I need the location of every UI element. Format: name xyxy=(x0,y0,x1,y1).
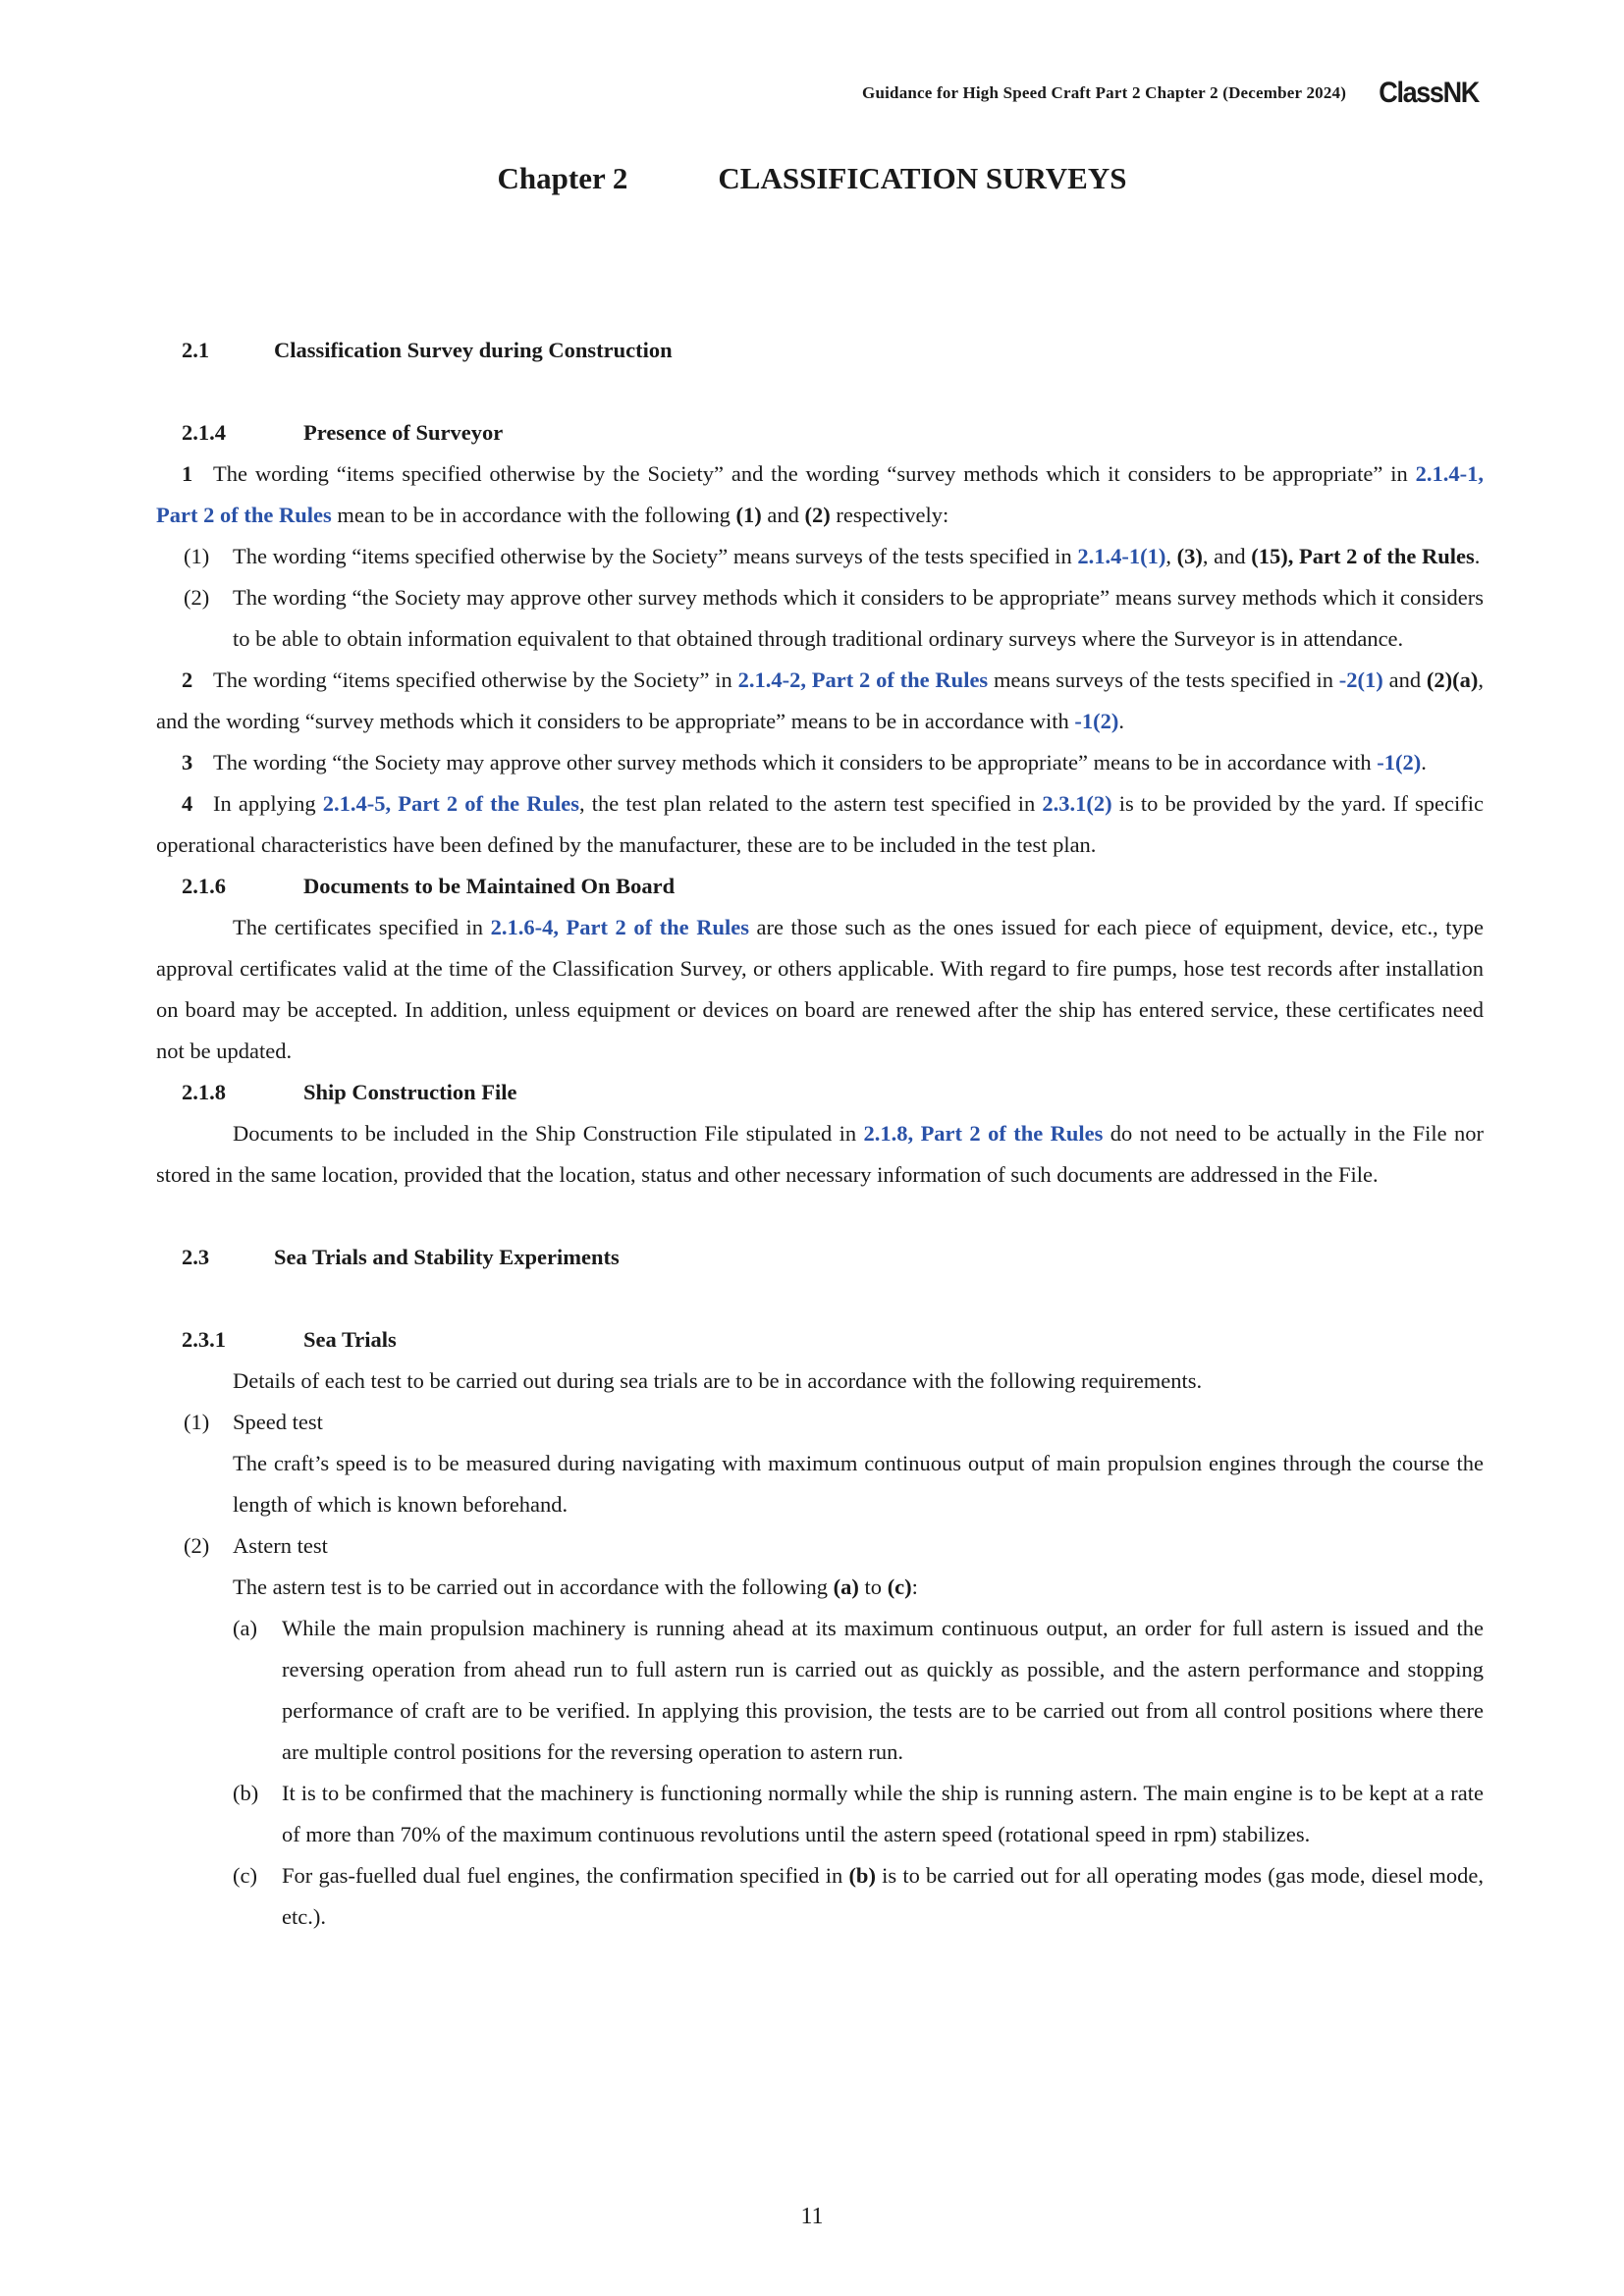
bold-ref: (1) xyxy=(735,503,762,527)
paragraph-number: 4 xyxy=(182,791,193,816)
paragraph-4 xyxy=(156,783,1484,866)
sub-item-a xyxy=(156,1608,1484,1773)
paragraph-2 xyxy=(156,660,1484,742)
bold-ref: (2)(a) xyxy=(1426,667,1479,692)
sub-item-b xyxy=(156,1773,1484,1855)
section-title: Sea Trials xyxy=(303,1327,397,1352)
running-header: Guidance for High Speed Craft Part 2 Chapter 2 (December 2024) xyxy=(862,83,1347,102)
text: is to be provided by the yard. If specific operational characteristics have been defined by the manufacturer, these are to be included in the test plan. xyxy=(156,791,1484,857)
list-item-1 xyxy=(156,536,1484,577)
text: While the main propulsion machinery is running ahead at its maximum continuous output, an order for full astern is issued and the reversing operation from ahead run to full astern run is carried out as quickly as possible, and the astern performance and stopping performance of craft are to be verified. In applying this provision, the tests are to be carried out from all control positions where there are multiple control positions for the reversing operation to astern run. xyxy=(282,1616,1484,1764)
text: The certificates specified in xyxy=(233,915,491,939)
section-number: 2.3.1 xyxy=(182,1327,226,1352)
text: : xyxy=(911,1575,918,1599)
bold-ref: (15), Part 2 of the Rules xyxy=(1251,544,1475,568)
text: , the test plan related to the astern test specified in xyxy=(578,791,1043,816)
text: . xyxy=(1421,750,1427,774)
item-label: (a) xyxy=(233,1616,257,1640)
text: . xyxy=(1118,709,1124,733)
section-number: 2.1.4 xyxy=(182,420,226,445)
text: The wording “items specified otherwise by the Society” and the wording “survey methods which it considers to be appropriate” in xyxy=(213,461,1416,486)
text: The wording “the Society may approve other survey methods which it considers to be appropriate” means to be in accordance with xyxy=(213,750,1378,774)
speed-test-body: The craft’s speed is to be measured during navigating with maximum continuous output of main propulsion engines through the course the length of which is known beforehand. xyxy=(233,1451,1484,1517)
sub-item-c xyxy=(156,1855,1484,1938)
bold-ref: (3) xyxy=(1176,544,1203,568)
rule-reference-link[interactable]: 2.1.4-1, Part 2 of the Rules xyxy=(156,461,1484,527)
section-title: Ship Construction File xyxy=(303,1080,517,1104)
rule-reference-link[interactable]: 2.1.6-4, Part 2 of the Rules xyxy=(490,915,749,939)
paragraph-2-1-8 xyxy=(156,1113,1484,1196)
section-heading-2-1-4 xyxy=(156,412,1484,454)
text: do not need to be actually in the File nor stored in the same location, provided that the location, status and other necessary information of such documents are addressed in the File. xyxy=(156,1121,1484,1187)
section-title: Classification Survey during Construction xyxy=(274,338,673,362)
text: . xyxy=(1474,544,1481,568)
section-number: 2.1 xyxy=(182,338,210,362)
list-item-astern-test xyxy=(156,1525,1484,1567)
astern-test-intro xyxy=(156,1567,1484,1608)
section-heading-2-3 xyxy=(156,1237,1484,1278)
chapter-title xyxy=(0,161,1624,196)
section-number: 2.1.8 xyxy=(182,1080,226,1104)
paragraph-number: 1 xyxy=(182,461,193,486)
text: The wording “items specified otherwise by the Society” means surveys of the tests specified in xyxy=(233,544,1078,568)
rule-reference-link[interactable]: 2.1.4-2, Part 2 of the Rules xyxy=(737,667,989,692)
text: In applying xyxy=(213,791,323,816)
paragraph-1 xyxy=(156,454,1484,536)
text: The wording “the Society may approve other survey methods which it considers to be appropriate” means survey methods which it considers to be able to obtain information equivalent to that obtained through traditional ordinary surveys where the Surveyor is in attendance. xyxy=(233,585,1484,651)
page-content xyxy=(156,330,1484,1938)
text: For gas-fuelled dual fuel engines, the confirmation specified in xyxy=(282,1863,849,1888)
text: are those such as the ones issued for each piece of equipment, device, etc., type approval certificates valid at the time of the Classification Survey, or others applicable. With regard to fire pumps, hose test records after installation on board may be accepted. In addition, unless equipment or devices on board are renewed after the ship has entered service, these certificates need not be updated. xyxy=(156,915,1484,1063)
text: It is to be confirmed that the machinery is functioning normally while the ship is running astern. The main engine is to be kept at a rate of more than 70% of the maximum continuous revolutions until the astern speed (rotational speed in rpm) stabilizes. xyxy=(282,1781,1484,1846)
section-number: 2.3 xyxy=(182,1245,210,1269)
text: and xyxy=(1382,667,1427,692)
rule-reference-link[interactable]: 2.1.8, Part 2 of the Rules xyxy=(863,1121,1104,1146)
paragraph-number: 3 xyxy=(182,750,193,774)
item-label: (b) xyxy=(233,1781,259,1805)
section-heading-2-3-1 xyxy=(156,1319,1484,1361)
rule-reference-link[interactable]: 2.1.4-5, Part 2 of the Rules xyxy=(322,791,579,816)
classnk-logo: ClassNK xyxy=(1379,77,1479,109)
section-heading-2-1-8 xyxy=(156,1072,1484,1113)
page-header xyxy=(862,79,1479,108)
bold-ref: (a) xyxy=(833,1575,859,1599)
rule-reference-link[interactable]: -1(2) xyxy=(1377,750,1422,774)
item-title: Speed test xyxy=(233,1410,323,1434)
text: , xyxy=(1165,544,1177,568)
text: means surveys of the tests specified in xyxy=(988,667,1339,692)
list-item-speed-test xyxy=(156,1402,1484,1443)
text: The astern test is to be carried out in accordance with the following xyxy=(233,1575,834,1599)
item-label: (1) xyxy=(184,544,210,568)
chapter-number: Chapter 2 xyxy=(497,161,628,195)
section-heading-2-1-6 xyxy=(156,866,1484,907)
section-title: Presence of Surveyor xyxy=(303,420,504,445)
item-label: (2) xyxy=(184,585,210,610)
bold-ref: (2) xyxy=(804,503,831,527)
section-title: Sea Trials and Stability Experiments xyxy=(274,1245,620,1269)
text: The wording “items specified otherwise by the Society” in xyxy=(213,667,738,692)
chapter-name: CLASSIFICATION SURVEYS xyxy=(718,161,1127,195)
text: to xyxy=(858,1575,888,1599)
list-item-2 xyxy=(156,577,1484,660)
paragraph-3 xyxy=(156,742,1484,783)
text: , and xyxy=(1202,544,1252,568)
text: mean to be in accordance with the following xyxy=(331,503,736,527)
spacer xyxy=(156,1196,1484,1237)
paragraph-number: 2 xyxy=(182,667,193,692)
rule-reference-link[interactable]: -1(2) xyxy=(1074,709,1119,733)
item-label: (2) xyxy=(184,1533,210,1558)
item-label: (1) xyxy=(184,1410,210,1434)
rule-reference-link[interactable]: -2(1) xyxy=(1338,667,1383,692)
section-title: Documents to be Maintained On Board xyxy=(303,874,676,898)
text: respectively: xyxy=(830,503,949,527)
page-number: 11 xyxy=(800,2204,824,2229)
section-number: 2.1.6 xyxy=(182,874,226,898)
item-title: Astern test xyxy=(233,1533,328,1558)
rule-reference-link[interactable]: 2.1.4-1(1) xyxy=(1077,544,1166,568)
text: Documents to be included in the Ship Construction File stipulated in xyxy=(233,1121,864,1146)
item-label: (c) xyxy=(233,1863,257,1888)
text: and xyxy=(761,503,805,527)
rule-reference-link[interactable]: 2.3.1(2) xyxy=(1042,791,1112,816)
paragraph-2-3-1-intro: Details of each test to be carried out during sea trials are to be in accordance with the following requirements. xyxy=(233,1368,1203,1393)
paragraph-2-1-6 xyxy=(156,907,1484,1072)
text: is to be carried out for all operating modes (gas mode, diesel mode, etc.). xyxy=(282,1863,1485,1929)
bold-ref: (c) xyxy=(887,1575,912,1599)
text: , and the wording “survey methods which it considers to be appropriate” means to be in accordance with xyxy=(156,667,1484,733)
bold-ref: (b) xyxy=(848,1863,876,1888)
section-heading-2-1 xyxy=(156,330,1484,371)
